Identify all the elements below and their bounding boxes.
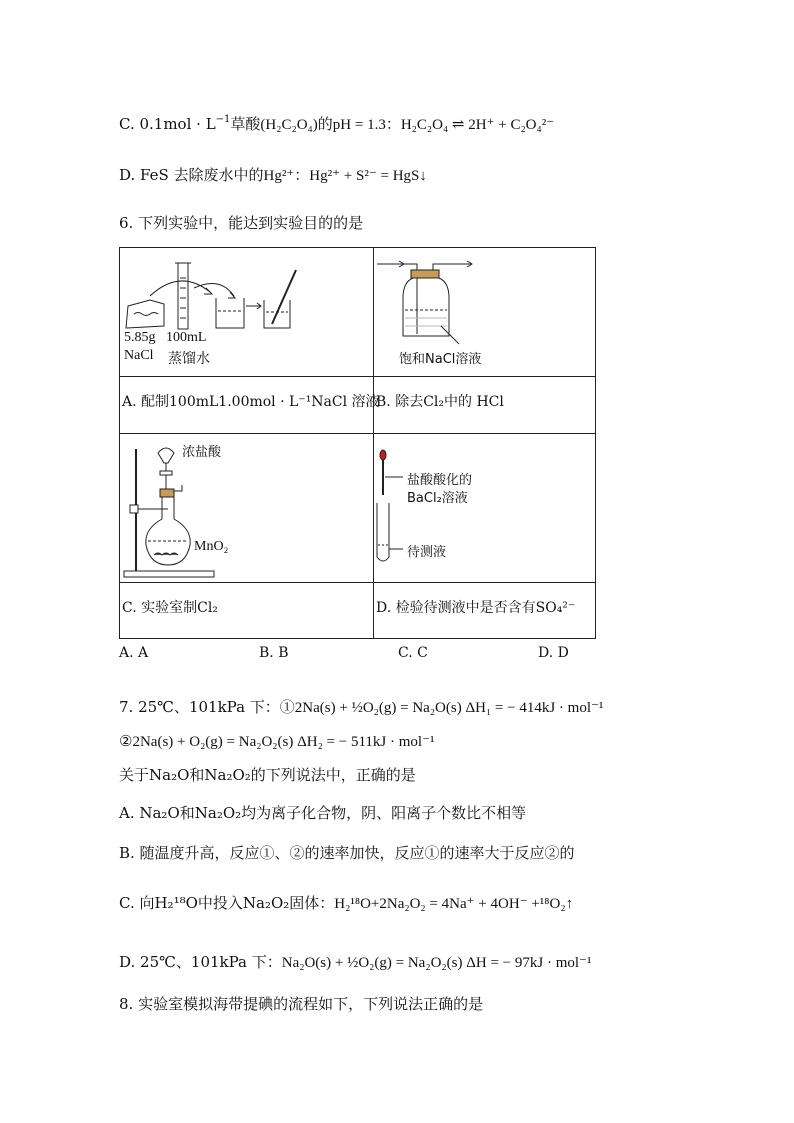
- q5-option-c-text: C. 0.1mol · L: [119, 115, 216, 133]
- choice-d: D. D: [538, 645, 569, 661]
- option-b-caption: B. 除去Cl₂中的 HCl: [376, 394, 504, 410]
- table-divider: [120, 376, 595, 377]
- figure-a-mass: 5.85g: [124, 330, 156, 345]
- figure-d: [373, 433, 597, 582]
- q7-option-d: [119, 952, 591, 973]
- figure-c-solid: MnO₂: [194, 539, 229, 554]
- q7-equation-1: 2Na(s) + ½O₂(g) = Na₂O(s) ΔH₁ = − 414kJ · mol⁻¹: [294, 700, 604, 716]
- q5-option-c-formula: (H₂C₂O₄)的pH = 1.3：H₂C₂O₄ ⇌ 2H⁺ + C₂O₄²⁻: [260, 117, 555, 133]
- q8-stem: 8. 实验室模拟海带提碘的流程如下，下列说法正确的是: [119, 995, 484, 1013]
- figure-a-drawing: [120, 248, 373, 376]
- q7-option-c: [119, 893, 573, 914]
- option-a-caption: A. 配制100mL1.00mol · L⁻¹NaCl 溶液: [122, 394, 380, 410]
- q7-question: 关于Na₂O和Na₂O₂的下列说法中，正确的是: [119, 766, 416, 784]
- q7-option-d-equation: Na₂O(s) + ½O₂(g) = Na₂O₂(s) ΔH = − 97kJ · mol⁻¹: [281, 955, 592, 971]
- table-divider: [120, 582, 595, 583]
- choice-c: C. C: [398, 645, 428, 661]
- choice-a: A. A: [119, 645, 149, 661]
- q6-stem: 6. 下列实验中，能达到实验目的的是: [119, 214, 364, 232]
- q7-option-c-equation: H₂¹⁸O+2Na₂O₂ = 4Na⁺ + 4OH⁻ +¹⁸O₂↑: [334, 896, 574, 912]
- q5-option-c: [119, 110, 554, 135]
- q7-option-c-text: C. 向H₂¹⁸O中投入Na₂O₂固体：: [119, 894, 335, 912]
- q7-stem: [119, 697, 603, 718]
- figure-c: [120, 433, 373, 582]
- figure-a-water: 蒸馏水: [168, 351, 210, 367]
- q7-option-b: B. 随温度升高，反应①、②的速率加快，反应①的速率大于反应②的: [119, 844, 575, 862]
- q7-equation-2: 2Na(s) + O₂(g) = Na₂O₂(s) ΔH₂ = − 511kJ · mol⁻¹: [132, 734, 435, 750]
- figure-a: [120, 248, 373, 376]
- figure-c-drawing: [120, 433, 373, 582]
- choice-b: B. B: [259, 645, 289, 661]
- figure-b: [373, 248, 597, 376]
- q7-option-a: A. Na₂O和Na₂O₂均为离子化合物，阴、阳离子个数比不相等: [119, 804, 527, 822]
- q7-equation-2-line: [119, 731, 435, 752]
- option-d-caption: D. 检验待测液中是否含有SO₄²⁻: [376, 600, 576, 616]
- q5-option-d: [119, 165, 427, 186]
- figure-c-acid: 浓盐酸: [182, 445, 222, 460]
- figure-b-liquid: 饱和NaCl溶液: [399, 352, 482, 367]
- q7-stem-text: 7. 25℃、101kPa 下：①: [119, 698, 295, 716]
- q5-option-c-mid: 草酸: [230, 115, 261, 133]
- figure-a-salt: NaCl: [124, 348, 154, 363]
- q5-option-d-text: D. FeS 去除废水中的: [119, 166, 264, 184]
- q5-option-c-exp: −1: [215, 114, 231, 125]
- option-c-caption: C. 实验室制Cl₂: [122, 600, 218, 616]
- q7-option-d-text: D. 25℃、101kPa 下：: [119, 953, 282, 971]
- figure-d-reagent-line1: 盐酸酸化的: [407, 473, 473, 488]
- q7-marker-2: ②: [119, 732, 133, 750]
- q6-options-table: [119, 247, 596, 639]
- figure-d-sample: 待测液: [407, 545, 447, 560]
- q5-option-d-formula: Hg²⁺：Hg²⁺ + S²⁻ = HgS↓: [263, 168, 427, 184]
- figure-a-volume: 100mL: [166, 330, 207, 345]
- figure-d-reagent-line2: BaCl₂溶液: [407, 491, 468, 506]
